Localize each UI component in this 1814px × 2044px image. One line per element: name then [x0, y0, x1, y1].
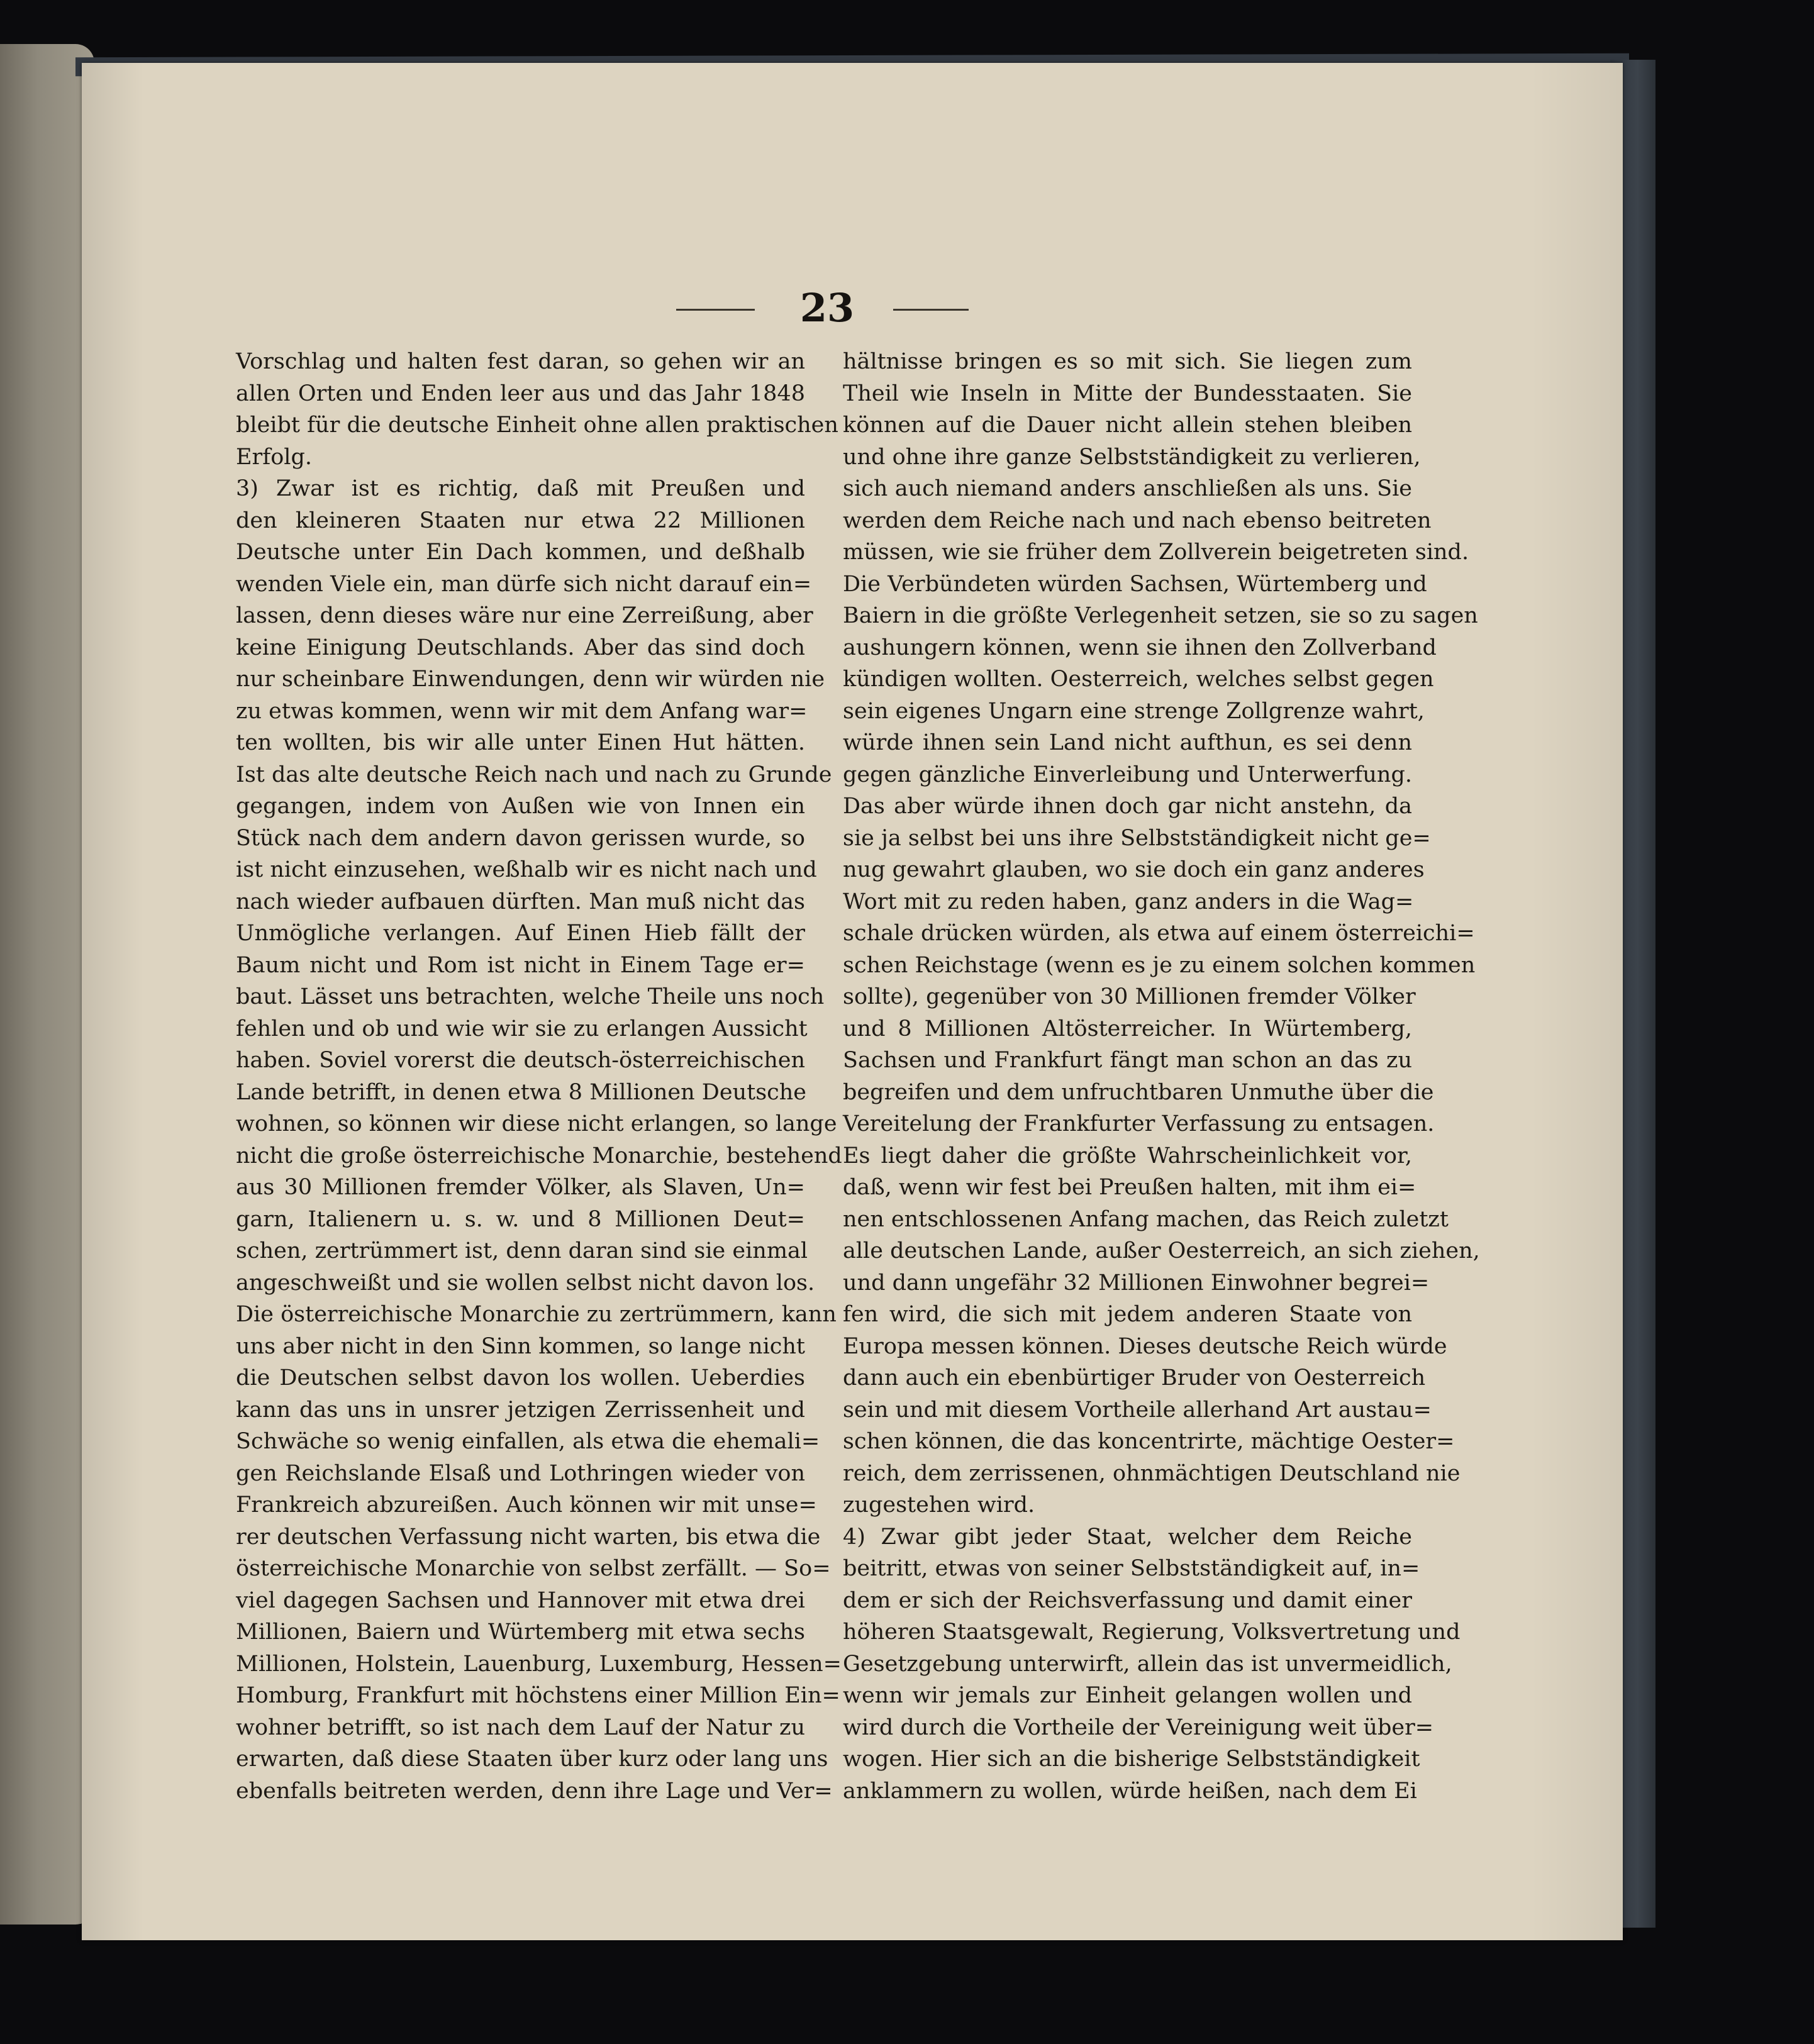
text-line: Es liegt daher die größte Wahrscheinlichkeit vor, — [843, 1143, 1412, 1169]
text-line: und 8 Millionen Altösterreicher. In Würtemberg, — [843, 1016, 1412, 1041]
text-line: nach wieder aufbauen dürften. Man muß nicht das — [236, 889, 805, 914]
text-line: Vorschlag und halten fest daran, so gehen wir an — [236, 349, 805, 374]
text-line: sollte), gegenüber von 30 Millionen fremder Völker — [843, 984, 1416, 1009]
text-line: allen Orten und Enden leer aus und das Jahr 1848 — [236, 380, 805, 406]
previous-page-edge — [0, 44, 94, 1925]
text-line: Unmögliche verlangen. Auf Einen Hieb fällt der — [236, 921, 805, 946]
text-line: dann auch ein ebenbürtiger Bruder von Oesterreich — [843, 1365, 1426, 1391]
text-line: Ist das alte deutsche Reich nach und nach zu Grunde — [236, 762, 832, 787]
text-line: schen Reichstage (wenn es je zu einem solchen kommen — [843, 952, 1476, 978]
text-line: zugestehen wird. — [843, 1492, 1035, 1518]
text-line: wenn wir jemals zur Einheit gelangen wollen und — [843, 1683, 1412, 1708]
right-text-column — [843, 346, 1480, 1807]
text-line: Baiern in die größte Verlegenheit setzen, sie so zu sagen — [843, 603, 1478, 628]
text-line: zu etwas kommen, wenn wir mit dem Anfang war= — [236, 698, 808, 724]
text-line: dem er sich der Reichsverfassung und damit einer — [843, 1587, 1412, 1613]
text-line: hältnisse bringen es so mit sich. Sie liegen zum — [843, 349, 1412, 374]
text-line: angeschweißt und sie wollen selbst nicht davon los. — [236, 1270, 815, 1296]
text-line: gen Reichslande Elsaß und Lothringen wieder von — [236, 1460, 805, 1486]
text-line: Erfolg. — [236, 444, 313, 470]
text-line: fehlen und ob und wie wir sie zu erlangen Aussicht — [236, 1016, 808, 1041]
text-line: aushungern können, wenn sie ihnen den Zollverband — [843, 635, 1437, 660]
text-line: beitritt, etwas von seiner Selbstständigkeit auf, in= — [843, 1556, 1420, 1581]
text-line: kann das uns in unsrer jetzigen Zerrissenheit und — [236, 1397, 805, 1423]
text-line: begreifen und dem unfruchtbaren Unmuthe über die — [843, 1079, 1434, 1105]
text-line: höheren Staatsgewalt, Regierung, Volksvertretung und — [843, 1619, 1461, 1645]
text-line: Schwäche so wenig einfallen, als etwa die ehemali= — [236, 1429, 820, 1454]
text-line: Europa messen können. Dieses deutsche Reich würde — [843, 1333, 1447, 1359]
text-line: 3) Zwar ist es richtig, daß mit Preußen und — [236, 476, 805, 501]
text-line: nur scheinbare Einwendungen, denn wir würden nie — [236, 667, 825, 692]
header-rule-left — [676, 309, 755, 311]
text-line: und dann ungefähr 32 Millionen Einwohner begrei= — [843, 1270, 1430, 1296]
text-line: sein eigenes Ungarn eine strenge Zollgrenze wahrt, — [843, 698, 1425, 724]
page-number: 23 — [799, 285, 855, 331]
text-line: Deutsche unter Ein Dach kommen, und deßhalb — [236, 540, 805, 565]
text-line: viel dagegen Sachsen und Hannover mit etwa drei — [236, 1587, 805, 1613]
text-line: wohner betrifft, so ist nach dem Lauf der Natur zu — [236, 1714, 805, 1740]
text-line: schale drücken würden, als etwa auf einem österreichi= — [843, 921, 1475, 946]
text-line: wogen. Hier sich an die bisherige Selbstständigkeit — [843, 1747, 1420, 1772]
text-line: daß, wenn wir fest bei Preußen halten, mit ihm ei= — [843, 1175, 1416, 1200]
text-line: wird durch die Vortheile der Vereinigung weit über= — [843, 1714, 1434, 1740]
text-line: nicht die große österreichische Monarchie, bestehend — [236, 1143, 842, 1169]
text-line: 4) Zwar gibt jeder Staat, welcher dem Reiche — [843, 1524, 1412, 1550]
text-line: keine Einigung Deutschlands. Aber das sind doch — [236, 635, 805, 660]
text-line: würde ihnen sein Land nicht aufthun, es sei denn — [843, 730, 1412, 755]
text-line: rer deutschen Verfassung nicht warten, bis etwa die — [236, 1524, 821, 1550]
text-line: Das aber würde ihnen doch gar nicht anstehn, da — [843, 794, 1412, 819]
text-line: baut. Lässet uns betrachten, welche Theile uns noch — [236, 984, 825, 1009]
text-line: ebenfalls beitreten werden, denn ihre Lage und Ver= — [236, 1778, 833, 1804]
text-line: Millionen, Holstein, Lauenburg, Luxemburg, Hessen= — [236, 1651, 842, 1677]
text-line: die Deutschen selbst davon los wollen. Ueberdies — [236, 1365, 805, 1391]
text-line: Wort mit zu reden haben, ganz anders in die Wag= — [843, 889, 1414, 914]
text-line: schen können, die das koncentrirte, mächtige Oester= — [843, 1429, 1455, 1454]
text-line: Die österreichische Monarchie zu zertrümmern, kann — [236, 1302, 837, 1327]
text-line: ist nicht einzusehen, weßhalb wir es nicht nach und — [236, 857, 817, 882]
text-line: haben. Soviel vorerst die deutsch-österreichischen — [236, 1048, 805, 1073]
text-line: sich auch niemand anders anschließen als uns. Sie — [843, 476, 1412, 501]
text-line: werden dem Reiche nach und nach ebenso beitreten — [843, 508, 1432, 533]
text-line: fen wird, die sich mit jedem anderen Staate von — [843, 1302, 1412, 1327]
text-line: Stück nach dem andern davon gerissen wurde, so — [236, 825, 805, 851]
text-line: müssen, wie sie früher dem Zollverein beigetreten sind. — [843, 540, 1469, 565]
text-line: wenden Viele ein, man dürfe sich nicht darauf ein= — [236, 571, 812, 597]
text-line: erwarten, daß diese Staaten über kurz oder lang uns — [236, 1747, 828, 1772]
text-line: nug gewahrt glauben, wo sie doch ein ganz anderes — [843, 857, 1425, 882]
text-line: Frankreich abzureißen. Auch können wir mit unse= — [236, 1492, 817, 1518]
text-line: den kleineren Staaten nur etwa 22 Millionen — [236, 508, 805, 533]
text-line: Lande betrifft, in denen etwa 8 Millionen Deutsche — [236, 1079, 807, 1105]
text-line: lassen, denn dieses wäre nur eine Zerreißung, aber — [236, 603, 813, 628]
text-line: nen entschlossenen Anfang machen, das Reich zuletzt — [843, 1206, 1449, 1232]
text-line: Millionen, Baiern und Würtemberg mit etwa sechs — [236, 1619, 805, 1645]
text-line: können auf die Dauer nicht allein stehen bleiben — [843, 413, 1412, 438]
book-page — [82, 63, 1623, 1940]
page-header — [82, 286, 1623, 330]
text-line: aus 30 Millionen fremder Völker, als Slaven, Un= — [236, 1175, 805, 1200]
text-line: garn, Italienern u. s. w. und 8 Millionen Deut= — [236, 1206, 805, 1232]
text-line: wohnen, so können wir diese nicht erlangen, so lange — [236, 1111, 837, 1136]
text-line: anklammern zu wollen, würde heißen, nach dem Ei — [843, 1778, 1417, 1804]
text-line: Gesetzgebung unterwirft, allein das ist unvermeidlich, — [843, 1651, 1452, 1677]
text-line: kündigen wollten. Oesterreich, welches selbst gegen — [843, 667, 1434, 692]
text-line: Sachsen und Frankfurt fängt man schon an das zu — [843, 1048, 1412, 1073]
text-line: Theil wie Inseln in Mitte der Bundesstaaten. Sie — [843, 380, 1412, 406]
text-line: Homburg, Frankfurt mit höchstens einer Million Ein= — [236, 1683, 840, 1708]
text-line: ten wollten, bis wir alle unter Einen Hut hätten. — [236, 730, 805, 755]
text-line: Baum nicht und Rom ist nicht in Einem Tage er= — [236, 952, 805, 978]
text-line: alle deutschen Lande, außer Oesterreich, an sich ziehen, — [843, 1238, 1480, 1264]
text-line: Vereitelung der Frankfurter Verfassung zu entsagen. — [843, 1111, 1435, 1136]
text-line: sie ja selbst bei uns ihre Selbstständigkeit nicht ge= — [843, 825, 1431, 851]
header-rule-right — [893, 309, 969, 311]
text-line: sein und mit diesem Vortheile allerhand Art austau= — [843, 1397, 1432, 1423]
text-line: österreichische Monarchie von selbst zerfällt. — So= — [236, 1556, 831, 1581]
text-line: und ohne ihre ganze Selbstständigkeit zu verlieren, — [843, 444, 1421, 470]
text-line: Die Verbündeten würden Sachsen, Würtemberg und — [843, 571, 1427, 597]
text-line: uns aber nicht in den Sinn kommen, so lange nicht — [236, 1333, 805, 1359]
text-line: schen, zertrümmert ist, denn daran sind sie einmal — [236, 1238, 808, 1264]
text-line: reich, dem zerrissenen, ohnmächtigen Deutschland nie — [843, 1460, 1461, 1486]
text-line: gegangen, indem von Außen wie von Innen ein — [236, 794, 805, 819]
text-line: bleibt für die deutsche Einheit ohne allen praktischen — [236, 413, 838, 438]
left-text-column — [236, 346, 842, 1807]
text-line: gegen gänzliche Einverleibung und Unterwerfung. — [843, 762, 1412, 787]
